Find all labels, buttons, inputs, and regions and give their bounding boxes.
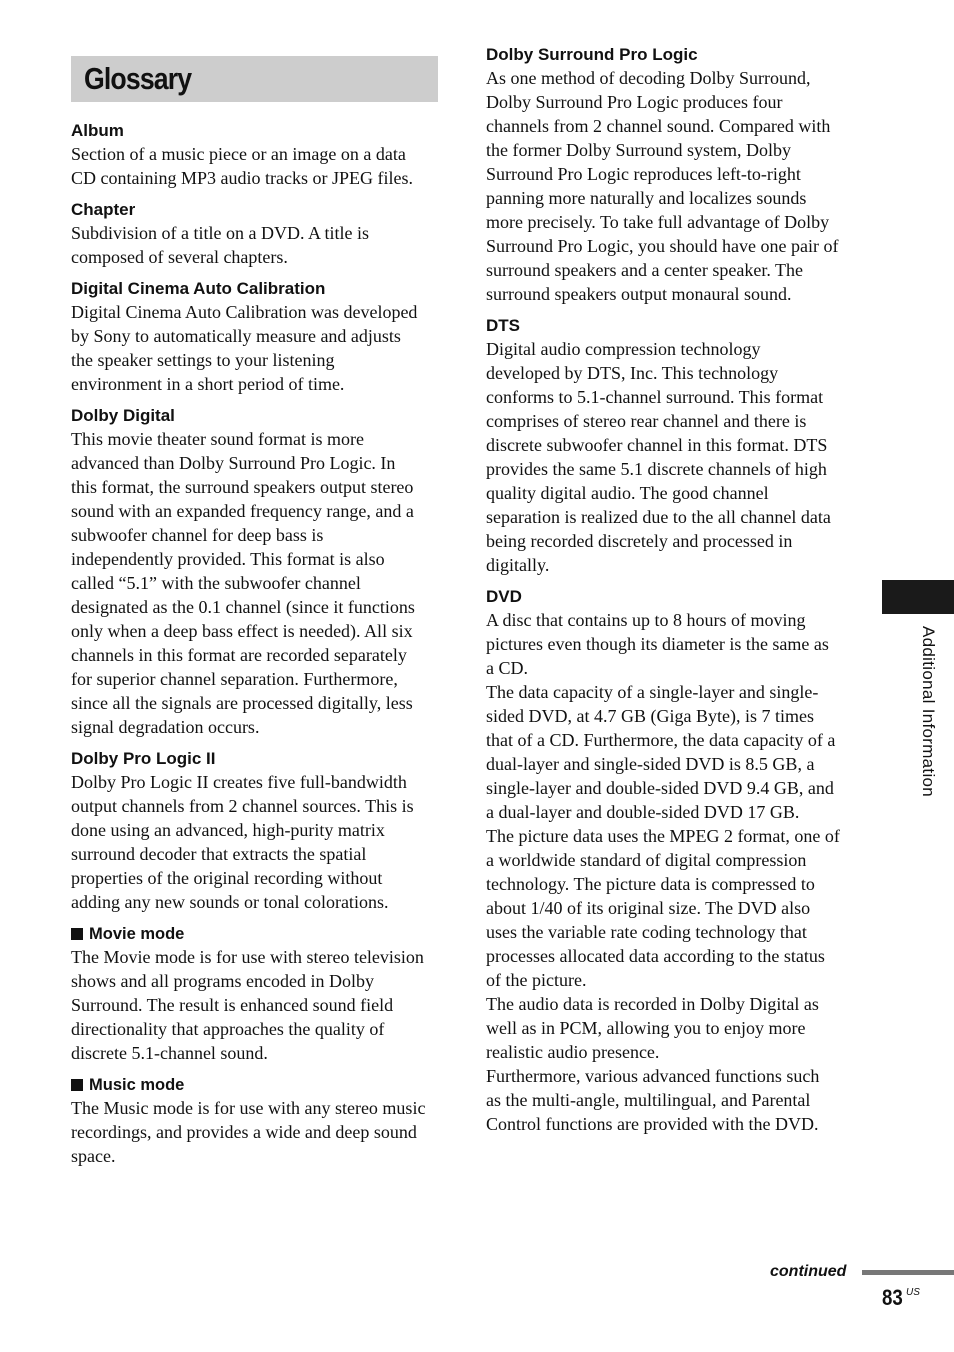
glossary-definition: Digital audio compression technology developed by DTS, Inc. This technology conforms to 5.1-channel surround. This format comprises of stereo rear channel and there is discrete subwoofer channel in this format. DTS provides the same 5.1 discrete channels of high quality digital audio. The good channel separation is realized due to the all channel data being recorded discretely and processed in digitally. xyxy=(486,339,831,575)
glossary-definition: A disc that contains up to 8 hours of moving pictures even though its diameter is the same as a CD. The data capacity of a single-layer and single- sided DVD, at 4.7 GB (Giga Byte), is 7 times that of a CD. Furthermore, the data capacity of a dual-layer and single-sided DVD is 8.5 GB, a single-layer and double-sided DVD 9.4 GB, and a dual-layer and double-sided DVD 17 GB. The picture data uses the MPEG 2 format, one of a worldwide standard of digital compression technology. The picture data is compressed to about 1/40 of its original size. The DVD also uses the variable rate coding technology that processes allocated data according to the status of the picture. The audio data is recorded in Dolby Digital as well as in PCM, allowing you to enjoy more realistic audio presence. Furthermore, various advanced functions such as the multi-angle, multilingual, and Parental Control functions are provided with the DVD. xyxy=(486,610,840,1134)
glossary-subentry-music-mode xyxy=(71,1065,439,1168)
page-number-suffix: US xyxy=(906,1287,920,1298)
right-column xyxy=(486,44,856,1136)
glossary-entry-album xyxy=(71,120,439,190)
section-tab-label: Additional Information xyxy=(919,626,938,798)
continued-label: continued xyxy=(770,1263,847,1280)
glossary-definition: This movie theater sound format is more advanced than Dolby Surround Pro Logic. In this format, the surround speakers output stereo sound with an expanded frequency range, and a subwoofer channel for deep bass is independently provided. This format is also called “5.1” with the subwoofer channel designated as the 0.1 channel (since it functions only when a deep bass effect is needed). All six channels in this format are recorded separately for superior channel separation. Furthermore, since all the signals are processed digitally, less signal degradation occurs. xyxy=(71,429,415,737)
glossary-definition: Dolby Pro Logic II creates five full-bandwidth output channels from 2 channel sources. This is done using an advanced, high-purity matrix surround decoder that extracts the spatial properties of the original recording without adding any new sounds or tonal colorations. xyxy=(71,772,414,912)
glossary-entry-dvd xyxy=(486,577,856,1136)
section-tab-marker xyxy=(882,580,954,614)
glossary-term: DVD xyxy=(486,587,522,606)
glossary-entry-dolby-digital xyxy=(71,396,439,739)
glossary-definition: Subdivision of a title on a DVD. A title is composed of several chapters. xyxy=(71,223,369,267)
page-title: Glossary xyxy=(84,61,192,96)
glossary-term: Dolby Surround Pro Logic xyxy=(486,45,698,64)
glossary-entry-digital-cinema-auto-calibration xyxy=(71,269,439,396)
glossary-term: Digital Cinema Auto Calibration xyxy=(71,279,326,298)
glossary-subentry-movie-mode xyxy=(71,914,439,1065)
glossary-entry-dts xyxy=(486,306,856,577)
glossary-term: Dolby Pro Logic II xyxy=(71,749,216,768)
glossary-definition: Digital Cinema Auto Calibration was developed by Sony to automatically measure and adjusts the speaker settings to your listening environment in a short period of time. xyxy=(71,302,418,394)
square-bullet-icon xyxy=(71,1079,83,1091)
subentry-heading xyxy=(71,914,439,945)
subentry-heading xyxy=(71,1065,439,1096)
glossary-definition: The Movie mode is for use with stereo television shows and all programs encoded in Dolby Surround. The result is enhanced sound field directionality that approaches the quality of discrete 5.1-channel sound. xyxy=(71,947,424,1063)
continued-rule xyxy=(862,1270,954,1275)
glossary-definition: As one method of decoding Dolby Surround, Dolby Surround Pro Logic produces four channels from 2 channel sound. Compared with the former Dolby Surround system, Dolby Surround Pro Logic reproduces left-to-right panning more naturally and localizes sounds more precisely. To take full advantage of Dolby Surround Pro Logic, you should have one pair of surround speakers and a center speaker. The surround speakers output monaural sound. xyxy=(486,68,839,304)
glossary-definition: The Music mode is for use with any stereo music recordings, and provides a wide and deep sound space. xyxy=(71,1098,426,1166)
glossary-term: Dolby Digital xyxy=(71,406,175,425)
square-bullet-icon xyxy=(71,928,83,940)
glossary-subterm: Music mode xyxy=(89,1076,185,1094)
glossary-subterm: Movie mode xyxy=(89,925,185,943)
glossary-entry-dolby-surround-pro-logic xyxy=(486,44,856,306)
glossary-term: DTS xyxy=(486,316,520,335)
glossary-title-box xyxy=(71,56,438,102)
left-column xyxy=(71,120,439,1168)
page-number: 83 xyxy=(882,1285,903,1310)
glossary-term: Chapter xyxy=(71,200,136,219)
glossary-entry-dolby-pro-logic-ii xyxy=(71,739,439,914)
glossary-entry-chapter xyxy=(71,190,439,269)
glossary-term: Album xyxy=(71,121,124,140)
glossary-definition: Section of a music piece or an image on a data CD containing MP3 audio tracks or JPEG files. xyxy=(71,144,413,188)
